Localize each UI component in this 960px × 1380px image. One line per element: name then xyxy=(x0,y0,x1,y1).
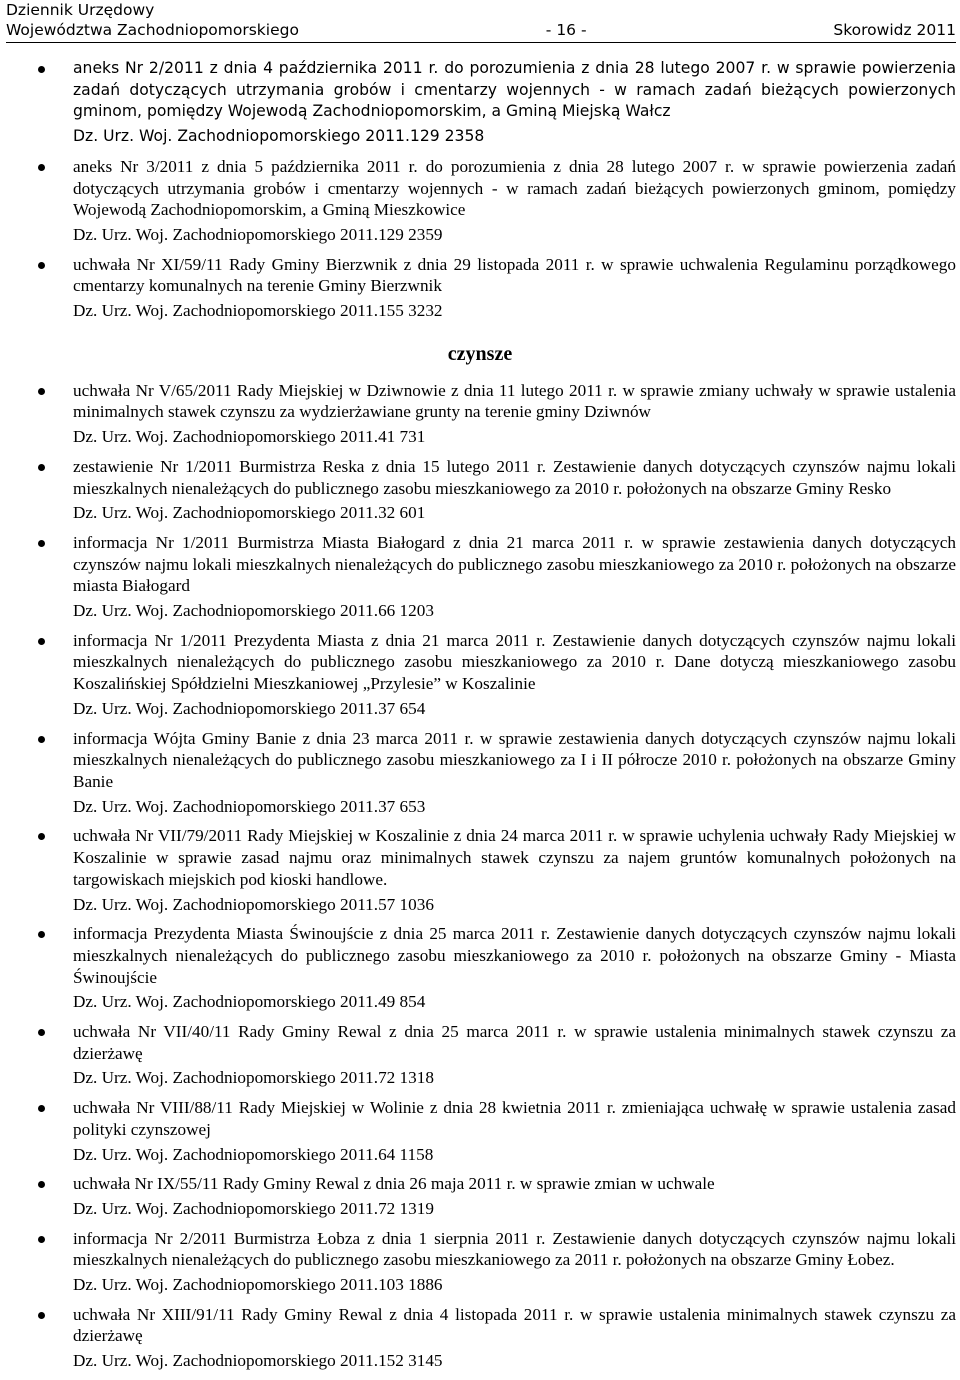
bullet-icon xyxy=(38,1312,45,1319)
section-name: Skorowidz 2011 xyxy=(833,21,956,39)
bullet-icon xyxy=(38,736,45,743)
entry-reference: Dz. Urz. Woj. Zachodniopomorskiego 2011.37 653 xyxy=(73,796,426,816)
entry-text: informacja Nr 1/2011 Prezydenta Miasta z dnia 21 marca 2011 r. Zestawienie danych dotyczących czynszów najmu lokali mieszkalnych nienależących do publicznego zasobu mieszkaniowego za 2010 r. Dane dotyczą mieszkaniowego zasobu Koszalińskiej Spółdzielni Mieszkaniowej „Przylesie” w Koszalinie xyxy=(73,630,956,694)
bullet-icon xyxy=(38,1105,45,1112)
entry-text: zestawienie Nr 1/2011 Burmistrza Reska z dnia 15 lutego 2011 r. Zestawienie danych dotyczących czynszów najmu lokali mieszkalnych nienależących do publicznego zasobu mieszkaniowego za 2010 r. położonych na obszarze Gminy Resko xyxy=(73,456,956,498)
entry-list-czynsze xyxy=(0,380,960,1372)
entry-text: uchwała Nr VII/79/2011 Rady Miejskiej w Koszalinie z dnia 24 marca 2011 r. w sprawie uchylenia uchwały Rady Miejskiej w Koszalinie w sprawie zasad najmu oraz minimalnych stawek czynszu za najem gruntów komunalnych położonych na targowiskach miejskich pod kioski handlowe. xyxy=(73,826,956,889)
header-rule xyxy=(6,42,956,43)
entry-reference: Dz. Urz. Woj. Zachodniopomorskiego 2011.64 1158 xyxy=(73,1144,434,1164)
page-number: - 16 - xyxy=(545,21,587,39)
list-item xyxy=(0,1021,960,1089)
list-item xyxy=(0,1173,960,1219)
bullet-icon xyxy=(38,638,45,645)
list-item xyxy=(0,532,960,622)
list-item xyxy=(0,825,960,915)
bullet-icon xyxy=(38,540,45,547)
entry-text: uchwała Nr V/65/2011 Rady Miejskiej w Dziwnowie z dnia 11 lutego 2011 r. w sprawie zmiany uchwały w sprawie ustalenia minimalnych stawek czynszu za wydzierżawiane grunty na terenie gminy Dziwnów xyxy=(73,380,956,422)
entry-list-top xyxy=(0,58,960,322)
bullet-icon xyxy=(38,464,45,471)
list-item xyxy=(0,156,960,246)
bullet-icon xyxy=(38,388,45,395)
list-item xyxy=(0,923,960,1013)
entry-text: uchwała Nr IX/55/11 Rady Gminy Rewal z dnia 26 maja 2011 r. w sprawie zmian w uchwale xyxy=(73,1174,715,1194)
bullet-icon xyxy=(38,1236,45,1243)
list-item xyxy=(0,630,960,720)
list-item xyxy=(0,1228,960,1296)
list-item xyxy=(0,456,960,524)
entry-reference: Dz. Urz. Woj. Zachodniopomorskiego 2011.155 3232 xyxy=(73,301,443,321)
entry-reference: Dz. Urz. Woj. Zachodniopomorskiego 2011.49 854 xyxy=(73,992,426,1012)
entry-reference: Dz. Urz. Woj. Zachodniopomorskiego 2011.129 2358 xyxy=(73,127,485,146)
entry-text: aneks Nr 3/2011 z dnia 5 października 2011 r. do porozumienia z dnia 28 lutego 2007 r. w sprawie powierzenia zadań dotyczących utrzymania grobów i cmentarzy wojennych - w ramach zadań bieżących powierzonych gminom, pomiędzy Wojewodą Zachodniopomorskim, a Gminą Mieszkowice xyxy=(73,156,956,220)
entry-text: uchwała Nr XI/59/11 Rady Gminy Bierzwnik z dnia 29 listopada 2011 r. w sprawie uchwalenia Regulaminu porządkowego cmentarzy komunalnych na terenie Gminy Bierzwnik xyxy=(73,254,956,296)
entry-reference: Dz. Urz. Woj. Zachodniopomorskiego 2011.152 3145 xyxy=(73,1351,443,1371)
bullet-icon xyxy=(38,66,45,73)
entry-text: informacja Nr 2/2011 Burmistrza Łobza z dnia 1 sierpnia 2011 r. Zestawienie danych dotyczących czynszów najmu lokali mieszkalnych nienależących do publicznego zasobu mieszkaniowego za 2011 r. położonych na obszarze Gminy Łobez. xyxy=(73,1228,956,1270)
entry-reference: Dz. Urz. Woj. Zachodniopomorskiego 2011.72 1318 xyxy=(73,1068,434,1088)
entry-text: informacja Prezydenta Miasta Świnoujście z dnia 25 marca 2011 r. Zestawienie danych dotyczących czynszów najmu lokali mieszkalnych nienależących do publicznego zasobu mieszkaniowego za 2010 r. położonych na obszarze Gminy - Miasta Świnoujście xyxy=(73,924,956,987)
section-heading: czynsze xyxy=(447,342,513,365)
list-item xyxy=(0,380,960,448)
bullet-icon xyxy=(38,833,45,840)
list-item xyxy=(0,1304,960,1372)
entry-text: uchwała Nr VIII/88/11 Rady Miejskiej w Wolinie z dnia 28 kwietnia 2011 r. zmieniająca uchwałę w sprawie ustalenia zasad polityki czynszowej xyxy=(73,1098,956,1139)
entry-reference: Dz. Urz. Woj. Zachodniopomorskiego 2011.37 654 xyxy=(73,698,426,718)
publication-title: Dziennik Urzędowy xyxy=(6,1,155,19)
voivodeship-name: Województwa Zachodniopomorskiego xyxy=(6,21,299,39)
bullet-icon xyxy=(38,164,45,171)
header-row xyxy=(6,20,956,40)
page-header xyxy=(6,0,956,40)
entry-text: aneks Nr 2/2011 z dnia 4 października 2011 r. do porozumienia z dnia 28 lutego 2007 r. w sprawie powierzenia zadań dotyczących utrzymania grobów i cmentarzy wojennych - w ramach zadań bieżących powierzonych gminom, pomiędzy Wojewodą Zachodniopomorskim, a Gminą Miejską Wałcz xyxy=(73,59,956,121)
entry-text: informacja Wójta Gminy Banie z dnia 23 marca 2011 r. w sprawie zestawienia danych dotyczących czynszów najmu lokali mieszkalnych nienależących do publicznego zasobu mieszkaniowego za I i II półrocze 2010 r. położonych na obszarze Gminy Banie xyxy=(73,728,956,791)
page-content xyxy=(0,58,960,1380)
list-item xyxy=(0,728,960,818)
bullet-icon xyxy=(38,931,45,938)
entry-reference: Dz. Urz. Woj. Zachodniopomorskiego 2011.72 1319 xyxy=(73,1198,434,1218)
entry-reference: Dz. Urz. Woj. Zachodniopomorskiego 2011.41 731 xyxy=(73,427,426,447)
entry-reference: Dz. Urz. Woj. Zachodniopomorskiego 2011.129 2359 xyxy=(73,224,443,244)
bullet-icon xyxy=(38,1181,45,1188)
entry-text: informacja Nr 1/2011 Burmistrza Miasta Białogard z dnia 21 marca 2011 r. w sprawie zestawienia danych dotyczących czynszów najmu lokali mieszkalnych nienależących do publicznego zasobu mieszkaniowego za 2010 r. położonych na obszarze miasta Białogard xyxy=(73,532,956,596)
entry-reference: Dz. Urz. Woj. Zachodniopomorskiego 2011.103 1886 xyxy=(73,1275,443,1295)
list-item xyxy=(0,58,960,148)
entry-reference: Dz. Urz. Woj. Zachodniopomorskiego 2011.32 601 xyxy=(73,503,426,523)
bullet-icon xyxy=(38,1029,45,1036)
entry-reference: Dz. Urz. Woj. Zachodniopomorskiego 2011.66 1203 xyxy=(73,601,434,621)
list-item xyxy=(0,254,960,322)
entry-text: uchwała Nr XIII/91/11 Rady Gminy Rewal z dnia 4 listopada 2011 r. w sprawie ustalenia minimalnych stawek czynszu za dzierżawę xyxy=(73,1304,956,1346)
entry-reference: Dz. Urz. Woj. Zachodniopomorskiego 2011.57 1036 xyxy=(73,894,434,914)
list-item xyxy=(0,1097,960,1165)
bullet-icon xyxy=(38,262,45,269)
entry-text: uchwała Nr VII/40/11 Rady Gminy Rewal z dnia 25 marca 2011 r. w sprawie ustalenia minimalnych stawek czynszu za dzierżawę xyxy=(73,1022,956,1063)
